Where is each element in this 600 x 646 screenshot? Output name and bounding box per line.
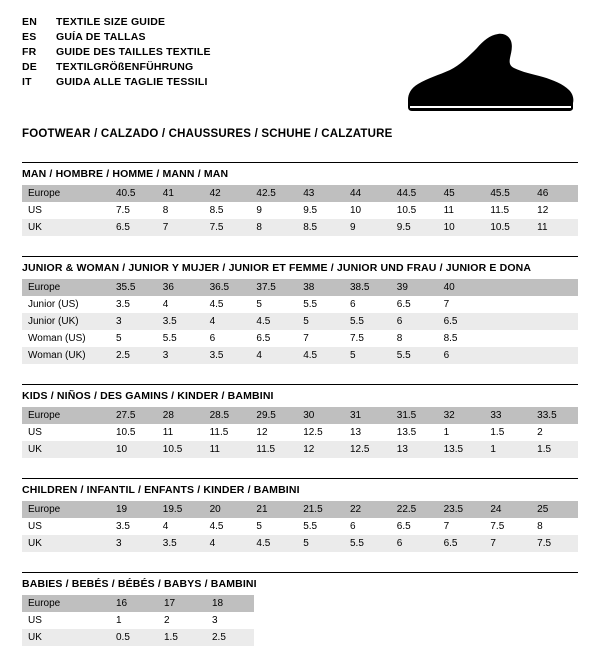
cell bbox=[531, 347, 578, 364]
cell: 5.5 bbox=[157, 330, 204, 347]
section-kids bbox=[22, 384, 578, 458]
divider bbox=[22, 384, 578, 385]
cell bbox=[484, 347, 531, 364]
cell: 7.5 bbox=[344, 330, 391, 347]
cell: 5.5 bbox=[344, 313, 391, 330]
cell: 6 bbox=[344, 296, 391, 313]
cell: 5 bbox=[297, 535, 344, 552]
cell: 11 bbox=[204, 441, 251, 458]
cell: 7 bbox=[438, 518, 485, 535]
cell: 36 bbox=[157, 279, 204, 296]
row-label: Europe bbox=[22, 595, 110, 612]
cell: 9 bbox=[344, 219, 391, 236]
cell: 7 bbox=[297, 330, 344, 347]
cell: 40.5 bbox=[110, 185, 157, 202]
language-code: ES bbox=[22, 31, 37, 43]
cell: 28 bbox=[157, 407, 204, 424]
table-row bbox=[22, 518, 578, 535]
cell: 3 bbox=[110, 535, 157, 552]
cell: 9 bbox=[250, 202, 297, 219]
cell: 1 bbox=[110, 612, 158, 629]
row-label: US bbox=[22, 612, 110, 629]
cell: 4 bbox=[250, 347, 297, 364]
cell: 11 bbox=[438, 202, 485, 219]
cell: 10 bbox=[344, 202, 391, 219]
cell: 33 bbox=[484, 407, 531, 424]
cell: 30 bbox=[297, 407, 344, 424]
cell: 17 bbox=[158, 595, 206, 612]
cell: 43 bbox=[297, 185, 344, 202]
cell bbox=[484, 330, 531, 347]
cell: 4 bbox=[204, 313, 251, 330]
cell: 5 bbox=[250, 518, 297, 535]
cell: 8 bbox=[250, 219, 297, 236]
cell bbox=[531, 296, 578, 313]
cell: 4.5 bbox=[250, 535, 297, 552]
table-row bbox=[22, 185, 578, 202]
cell: 12 bbox=[250, 424, 297, 441]
cell: 35.5 bbox=[110, 279, 157, 296]
cell: 6 bbox=[438, 347, 485, 364]
cell: 4.5 bbox=[297, 347, 344, 364]
row-label: Woman (US) bbox=[22, 330, 110, 347]
cell: 7 bbox=[157, 219, 204, 236]
cell: 28.5 bbox=[204, 407, 251, 424]
section-babies bbox=[22, 572, 578, 646]
cell: 23.5 bbox=[438, 501, 485, 518]
list-item bbox=[22, 16, 211, 31]
cell bbox=[484, 313, 531, 330]
table-row bbox=[22, 330, 578, 347]
cell bbox=[531, 313, 578, 330]
cell: 20 bbox=[204, 501, 251, 518]
cell: 10.5 bbox=[391, 202, 438, 219]
row-label: UK bbox=[22, 629, 110, 646]
cell: 8.5 bbox=[204, 202, 251, 219]
table-row bbox=[22, 424, 578, 441]
cell: 7 bbox=[484, 535, 531, 552]
cell: 11.5 bbox=[484, 202, 531, 219]
cell: 9.5 bbox=[391, 219, 438, 236]
cell: 3.5 bbox=[157, 313, 204, 330]
cell: 4.5 bbox=[204, 296, 251, 313]
cell: 13.5 bbox=[438, 441, 485, 458]
list-item bbox=[22, 31, 211, 46]
header bbox=[22, 16, 578, 116]
cell: 38.5 bbox=[344, 279, 391, 296]
cell: 6.5 bbox=[438, 535, 485, 552]
row-label: Europe bbox=[22, 279, 110, 296]
cell: 4.5 bbox=[204, 518, 251, 535]
cell: 37.5 bbox=[250, 279, 297, 296]
cell: 19 bbox=[110, 501, 157, 518]
table-row bbox=[22, 629, 254, 646]
cell: 33.5 bbox=[531, 407, 578, 424]
language-code: FR bbox=[22, 46, 37, 58]
cell: 7.5 bbox=[484, 518, 531, 535]
cell: 4 bbox=[204, 535, 251, 552]
row-label: US bbox=[22, 424, 110, 441]
cell: 5 bbox=[250, 296, 297, 313]
divider bbox=[22, 478, 578, 479]
cell: 5 bbox=[110, 330, 157, 347]
cell: 5 bbox=[297, 313, 344, 330]
size-table bbox=[22, 279, 578, 364]
cell: 32 bbox=[438, 407, 485, 424]
row-label: Woman (UK) bbox=[22, 347, 110, 364]
cell: 13 bbox=[344, 424, 391, 441]
language-rows bbox=[22, 16, 211, 91]
cell: 3.5 bbox=[157, 535, 204, 552]
size-table bbox=[22, 185, 578, 236]
cell: 22.5 bbox=[391, 501, 438, 518]
cell: 9.5 bbox=[297, 202, 344, 219]
cell: 11.5 bbox=[250, 441, 297, 458]
language-title: GUIDE DES TAILLES TEXTILE bbox=[56, 46, 211, 58]
cell: 4 bbox=[157, 296, 204, 313]
cell: 7.5 bbox=[110, 202, 157, 219]
list-item bbox=[22, 76, 211, 91]
cell: 42 bbox=[204, 185, 251, 202]
cell: 3.5 bbox=[110, 296, 157, 313]
table-row bbox=[22, 279, 578, 296]
cell: 31 bbox=[344, 407, 391, 424]
table-row bbox=[22, 612, 254, 629]
row-label: Junior (US) bbox=[22, 296, 110, 313]
cell: 1.5 bbox=[158, 629, 206, 646]
language-code: DE bbox=[22, 61, 37, 73]
cell: 8 bbox=[531, 518, 578, 535]
cell: 2 bbox=[531, 424, 578, 441]
table-row bbox=[22, 219, 578, 236]
cell: 6.5 bbox=[438, 313, 485, 330]
cell: 2.5 bbox=[206, 629, 254, 646]
row-label: UK bbox=[22, 535, 110, 552]
cell: 5.5 bbox=[391, 347, 438, 364]
cell: 6 bbox=[391, 313, 438, 330]
cell: 5.5 bbox=[297, 518, 344, 535]
cell bbox=[484, 296, 531, 313]
row-label: Junior (UK) bbox=[22, 313, 110, 330]
section-title: KIDS / NIÑOS / DES GAMINS / KINDER / BAMBINI bbox=[22, 390, 274, 402]
cell: 38 bbox=[297, 279, 344, 296]
cell bbox=[484, 279, 531, 296]
language-title: GUIDA ALLE TAGLIE TESSILI bbox=[56, 76, 208, 88]
language-title-list bbox=[22, 16, 211, 91]
row-label: Europe bbox=[22, 185, 110, 202]
dress-shoe-silhouette-icon bbox=[398, 30, 576, 116]
table-row bbox=[22, 347, 578, 364]
language-title: TEXTILGRÖßENFÜHRUNG bbox=[56, 61, 194, 73]
cell: 6.5 bbox=[391, 296, 438, 313]
cell: 1.5 bbox=[531, 441, 578, 458]
cell: 8.5 bbox=[438, 330, 485, 347]
list-item bbox=[22, 61, 211, 76]
table-row bbox=[22, 202, 578, 219]
cell: 5.5 bbox=[297, 296, 344, 313]
cell: 16 bbox=[110, 595, 158, 612]
divider bbox=[22, 162, 578, 163]
cell: 45.5 bbox=[484, 185, 531, 202]
cell: 19.5 bbox=[157, 501, 204, 518]
cell: 7.5 bbox=[204, 219, 251, 236]
table-row bbox=[22, 407, 578, 424]
divider bbox=[22, 256, 578, 257]
cell: 18 bbox=[206, 595, 254, 612]
cell: 13.5 bbox=[391, 424, 438, 441]
cell: 3 bbox=[110, 313, 157, 330]
cell: 7.5 bbox=[531, 535, 578, 552]
cell: 10.5 bbox=[110, 424, 157, 441]
cell: 21 bbox=[250, 501, 297, 518]
cell: 6.5 bbox=[391, 518, 438, 535]
row-label: UK bbox=[22, 219, 110, 236]
cell: 36.5 bbox=[204, 279, 251, 296]
cell: 21.5 bbox=[297, 501, 344, 518]
cell: 2.5 bbox=[110, 347, 157, 364]
section-title: CHILDREN / INFANTIL / ENFANTS / KINDER / BAMBINI bbox=[22, 484, 300, 496]
cell: 7 bbox=[438, 296, 485, 313]
cell bbox=[531, 279, 578, 296]
section-title: BABIES / BEBÉS / BÉBÉS / BABYS / BAMBINI bbox=[22, 578, 257, 590]
cell: 10.5 bbox=[484, 219, 531, 236]
size-table bbox=[22, 407, 578, 458]
cell: 4 bbox=[157, 518, 204, 535]
cell: 44 bbox=[344, 185, 391, 202]
cell: 11.5 bbox=[204, 424, 251, 441]
table-row bbox=[22, 441, 578, 458]
cell: 4.5 bbox=[250, 313, 297, 330]
cell: 3 bbox=[157, 347, 204, 364]
cell: 3.5 bbox=[110, 518, 157, 535]
cell: 3 bbox=[206, 612, 254, 629]
cell: 10 bbox=[438, 219, 485, 236]
cell: 12 bbox=[531, 202, 578, 219]
section-title: JUNIOR & WOMAN / JUNIOR Y MUJER / JUNIOR ET FEMME / JUNIOR UND FRAU / JUNIOR E DONA bbox=[22, 262, 532, 274]
cell: 5 bbox=[344, 347, 391, 364]
language-title: GUÍA DE TALLAS bbox=[56, 31, 146, 43]
cell: 1.5 bbox=[484, 424, 531, 441]
cell: 3.5 bbox=[204, 347, 251, 364]
cell: 6 bbox=[391, 535, 438, 552]
category-heading: FOOTWEAR / CALZADO / CHAUSSURES / SCHUHE / CALZATURE bbox=[22, 128, 393, 140]
cell: 12.5 bbox=[344, 441, 391, 458]
row-label: US bbox=[22, 202, 110, 219]
cell: 8.5 bbox=[297, 219, 344, 236]
list-item bbox=[22, 46, 211, 61]
cell: 11 bbox=[531, 219, 578, 236]
cell: 8 bbox=[391, 330, 438, 347]
table-row bbox=[22, 535, 578, 552]
table-row bbox=[22, 595, 254, 612]
cell bbox=[531, 330, 578, 347]
table-row bbox=[22, 296, 578, 313]
cell: 42.5 bbox=[250, 185, 297, 202]
language-code: IT bbox=[22, 76, 32, 88]
cell: 22 bbox=[344, 501, 391, 518]
section-children bbox=[22, 478, 578, 552]
cell: 12 bbox=[297, 441, 344, 458]
cell: 40 bbox=[438, 279, 485, 296]
table-row bbox=[22, 501, 578, 518]
cell: 27.5 bbox=[110, 407, 157, 424]
section-junior-woman bbox=[22, 256, 578, 364]
cell: 5.5 bbox=[344, 535, 391, 552]
cell: 2 bbox=[158, 612, 206, 629]
cell: 0.5 bbox=[110, 629, 158, 646]
section-title: MAN / HOMBRE / HOMME / MANN / MAN bbox=[22, 168, 229, 180]
table-row bbox=[22, 313, 578, 330]
cell: 45 bbox=[438, 185, 485, 202]
cell: 39 bbox=[391, 279, 438, 296]
cell: 10.5 bbox=[157, 441, 204, 458]
row-label: UK bbox=[22, 441, 110, 458]
cell: 6 bbox=[204, 330, 251, 347]
cell: 41 bbox=[157, 185, 204, 202]
cell: 1 bbox=[484, 441, 531, 458]
cell: 29.5 bbox=[250, 407, 297, 424]
cell: 11 bbox=[157, 424, 204, 441]
language-title: TEXTILE SIZE GUIDE bbox=[56, 16, 166, 28]
cell: 6 bbox=[344, 518, 391, 535]
size-table bbox=[22, 501, 578, 552]
row-label: Europe bbox=[22, 407, 110, 424]
cell: 12.5 bbox=[297, 424, 344, 441]
cell: 6.5 bbox=[250, 330, 297, 347]
cell: 6.5 bbox=[110, 219, 157, 236]
cell: 10 bbox=[110, 441, 157, 458]
cell: 8 bbox=[157, 202, 204, 219]
language-code: EN bbox=[22, 16, 37, 28]
row-label: US bbox=[22, 518, 110, 535]
divider bbox=[22, 572, 578, 573]
section-man bbox=[22, 162, 578, 236]
cell: 24 bbox=[484, 501, 531, 518]
cell: 46 bbox=[531, 185, 578, 202]
cell: 13 bbox=[391, 441, 438, 458]
row-label: Europe bbox=[22, 501, 110, 518]
size-table bbox=[22, 595, 254, 646]
cell: 1 bbox=[438, 424, 485, 441]
cell: 31.5 bbox=[391, 407, 438, 424]
cell: 44.5 bbox=[391, 185, 438, 202]
cell: 25 bbox=[531, 501, 578, 518]
